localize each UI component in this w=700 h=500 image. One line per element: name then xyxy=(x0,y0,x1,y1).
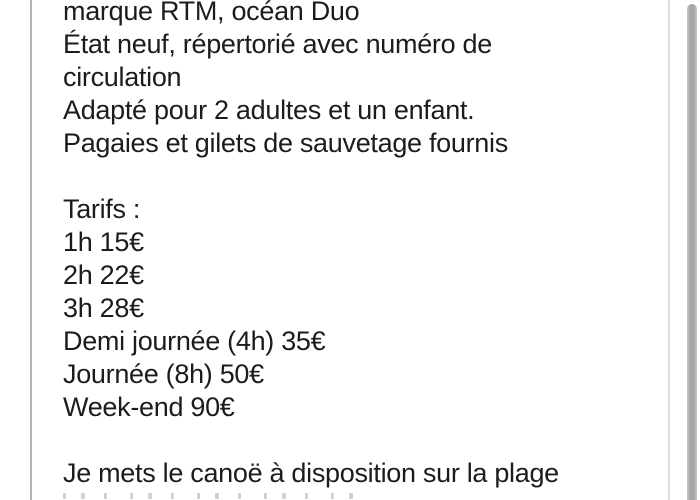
line-blank-1 xyxy=(63,160,664,193)
line-tariff-2h: 2h 22€ xyxy=(63,260,144,290)
content-right-edge xyxy=(668,0,670,500)
left-edge-divider xyxy=(30,0,32,500)
description-text-block xyxy=(63,0,664,490)
line-tariff-full-day: Journée (8h) 50€ xyxy=(63,359,264,389)
line-tariff-1h: 1h 15€ xyxy=(63,227,144,257)
line-tariff-half-day: Demi journée (4h) 35€ xyxy=(63,326,326,356)
line-tariff-3h: 3h 28€ xyxy=(63,293,144,323)
line-capacity: Adapté pour 2 adultes et un enfant. xyxy=(63,95,475,125)
scrollbar-thumb[interactable] xyxy=(687,4,697,500)
clipped-text-line-tops xyxy=(63,493,363,499)
line-condition-2: circulation xyxy=(63,62,182,92)
line-model: marque RTM, océan Duo xyxy=(63,0,360,26)
line-tariffs-title: Tarifs : xyxy=(63,194,141,224)
line-blank-2 xyxy=(63,424,664,457)
line-equipment: Pagaies et gilets de sauvetage fournis xyxy=(63,128,508,158)
line-tariff-weekend: Week-end 90€ xyxy=(63,392,235,422)
line-condition-1: État neuf, répertorié avec numéro de xyxy=(63,29,492,59)
line-availability: Je mets le canoë à disposition sur la plage xyxy=(63,458,559,488)
